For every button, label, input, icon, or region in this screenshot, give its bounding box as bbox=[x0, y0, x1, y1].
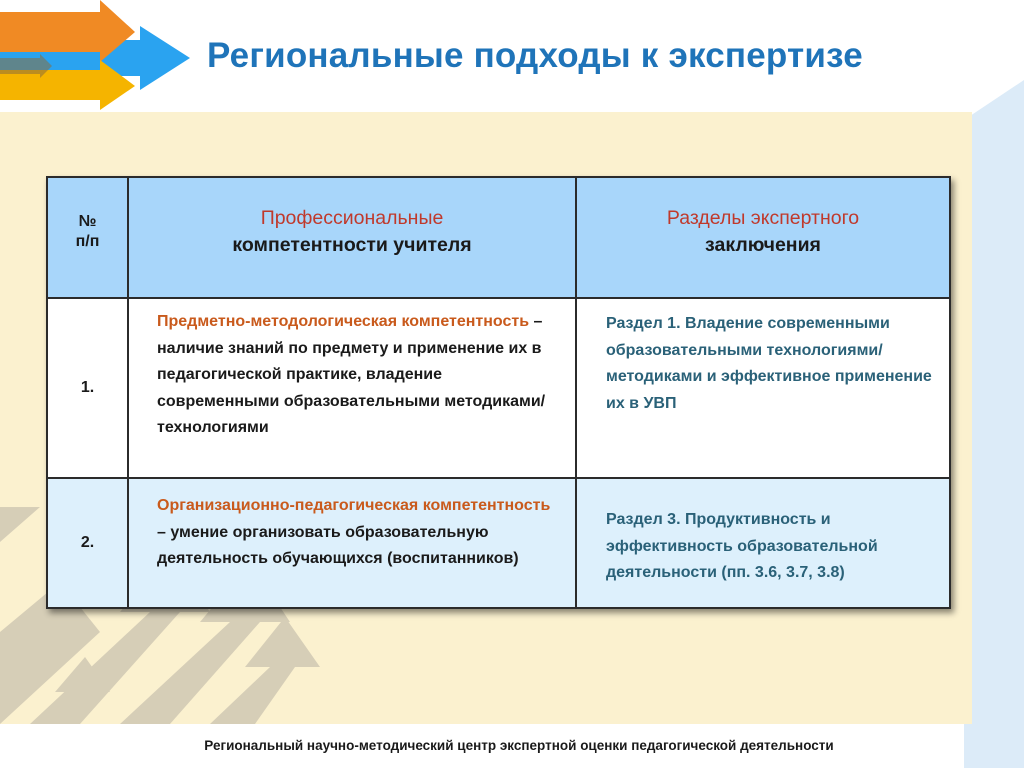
expertise-table bbox=[46, 176, 951, 609]
right-background-shape bbox=[964, 80, 1024, 768]
header-number-line2: п/п bbox=[75, 232, 100, 250]
header-section-line1: Разделы экспертного bbox=[666, 206, 860, 229]
table-row bbox=[48, 477, 949, 607]
table-header-row bbox=[48, 178, 949, 297]
competence-cell bbox=[129, 299, 577, 477]
competence-term: Организационно-педагогическая компетентность bbox=[157, 497, 551, 514]
header-competence-cell bbox=[129, 178, 577, 297]
competence-description: – умение организовать образовательную деятельность обучающихся (воспитанников) bbox=[157, 523, 519, 567]
table-row bbox=[48, 297, 949, 477]
row-number: 1. bbox=[48, 299, 129, 477]
header-competence-line2: компетентности учителя bbox=[232, 233, 472, 256]
footer-caption: Региональный научно-методический центр экспертной оценки педагогической деятельности bbox=[204, 738, 834, 753]
header-number-cell bbox=[48, 178, 129, 297]
section-cell: Раздел 1. Владение современными образовательными технологиями/методиками и эффективное применение их в УВП bbox=[606, 315, 932, 412]
header-section-line2: заключения bbox=[705, 233, 821, 256]
page-title: Региональные подходы к экспертизе bbox=[207, 36, 863, 75]
header-arrows-decoration bbox=[0, 0, 200, 110]
header-number-line1: № bbox=[78, 212, 97, 230]
section-cell: Раздел 3. Продуктивность и эффективность образовательной деятельности (пп. 3.6, 3.7, 3.8) bbox=[606, 511, 878, 581]
competence-cell bbox=[129, 479, 577, 607]
competence-description: – наличие знаний по предмету и применение их в педагогической практике, владение современными образовательными методиками/технологиями bbox=[157, 313, 546, 436]
competence-term: Предметно-методологическая компетентность bbox=[157, 313, 530, 330]
row-number: 2. bbox=[48, 479, 129, 607]
header-section-cell bbox=[577, 178, 949, 297]
header-competence-line1: Профессиональные bbox=[260, 206, 444, 229]
